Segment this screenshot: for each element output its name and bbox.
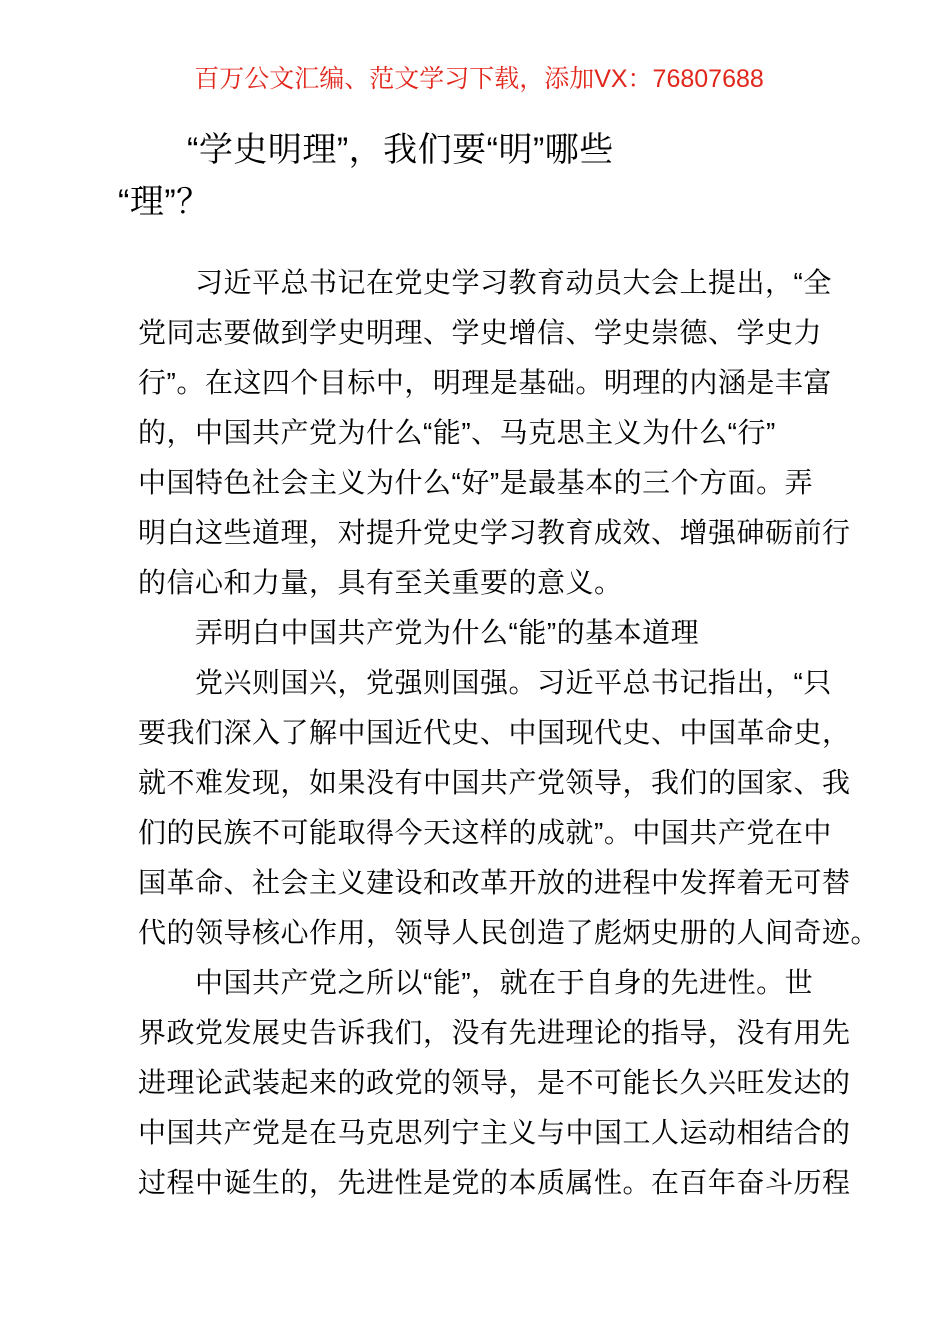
paragraph-party-leadership (138, 658, 880, 958)
text-line: 明白这些道理，对提升党史学习教育成效、增强砷砺前行 (138, 517, 851, 548)
text-line: 弄明白中国共产党为什么“能”的基本道理 (138, 617, 700, 648)
text-line: 习近平总书记在党史学习教育动员大会上提出，“全 (138, 267, 832, 298)
text-line: 中国共产党之所以“能”，就在于自身的先进性。世 (138, 967, 814, 998)
paragraph-intro (138, 258, 851, 608)
text-line: 过程中诞生的，先进性是党的本质属性。在百年奋斗历程 (138, 1167, 851, 1198)
text-line: 界政党发展史告诉我们，没有先进理论的指导，没有用先 (138, 1017, 851, 1048)
text-line: 代的领导核心作用，领导人民创造了彪炳史册的人间奇迹。 (138, 917, 880, 948)
text-line: 中国共产党是在马克思列宁主义与中国工人运动相结合的 (138, 1117, 851, 1148)
document-title (118, 124, 830, 228)
text-line: 国革命、社会主义建设和改革开放的进程中发挥着无可替 (138, 867, 851, 898)
text-line: 党同志要做到学史明理、学史增信、学史崇德、学史力 (138, 317, 823, 348)
document-body (138, 258, 880, 1208)
text-line: 行”。在这四个目标中，明理是基础。明理的内涵是丰富 (138, 367, 832, 398)
text-line: 中国特色社会主义为什么“好”是最基本的三个方面。弄 (138, 467, 814, 498)
text-line: 党兴则国兴，党强则国强。习近平总书记指出，“只 (138, 667, 832, 698)
text-line: 就不难发现，如果没有中国共产党领导，我们的国家、我 (138, 767, 851, 798)
paragraph-party-advanced-nature (138, 958, 851, 1208)
text-line: “理”？ (118, 183, 211, 221)
text-line: “学史明理”，我们要“明”哪些 (118, 131, 614, 169)
text-line: 们的民族不可能取得今天这样的成就”。中国共产党在中 (138, 817, 832, 848)
text-line: 的，中国共产党为什么“能”、马克思主义为什么“行” (138, 417, 776, 448)
watermark-notice: 百万公文汇编、范文学习下载，添加VX：76807688 (194, 65, 764, 93)
text-line: 的信心和力量，具有至关重要的意义。 (138, 567, 623, 598)
paragraph-subheading (138, 608, 830, 658)
text-line: 要我们深入了解中国近代史、中国现代史、中国革命史， (138, 717, 851, 748)
text-line: 进理论武装起来的政党的领导，是不可能长久兴旺发达的 (138, 1067, 851, 1098)
